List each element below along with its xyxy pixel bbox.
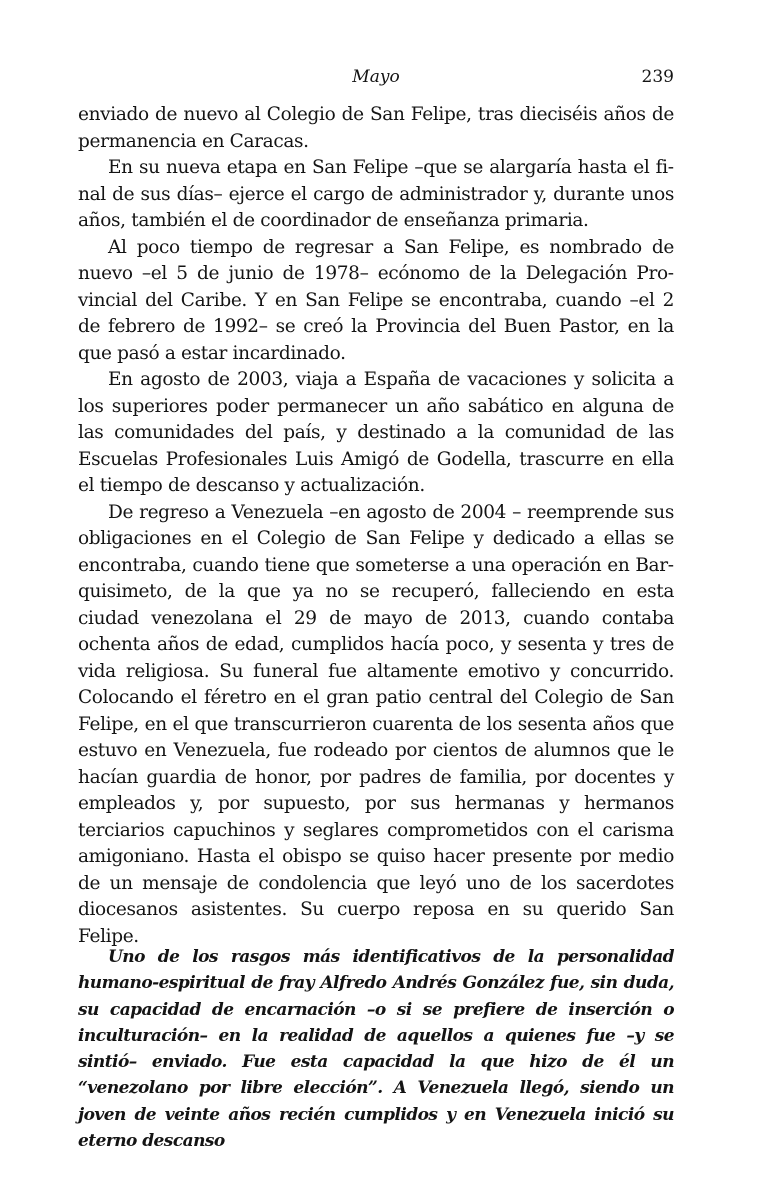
body-text: [78, 102, 674, 950]
closing-reflection: [78, 944, 674, 1154]
paragraph-continuation: enviado de nuevo al Colegio de San Felipe, tras dieciséis años de permanencia en Caracas.: [78, 104, 674, 152]
closing-paragraph: Uno de los rasgos más identificativos de la personalidad humano-espiritual de fray Alfredo Andrés González fue, sin duda, su capacidad de encarnación –o si se prefiere de inserción o inculturación– en la realidad de aquellos a quienes fue –y se sintió– enviado. Fue esta capacidad la que hizo de él un “venezolano por libre elección”. A Venezuela llegó, siendo un joven de veinte años recién cumplidos y en Venezuela inició su eterno descanso: [78, 947, 674, 1152]
running-head: [78, 64, 674, 90]
paragraph-new-stage: En su nueva etapa en San Felipe –que se alargaría hasta el final de sus días– ejerce el cargo de administrador y, durante unos años, también el de coordinador de enseñanza primaria.: [78, 157, 674, 231]
running-head-title: Mayo: [352, 67, 400, 87]
page-number: 239: [641, 67, 674, 87]
paragraph-return: Al poco tiempo de regresar a San Felipe, es nombrado de nuevo –el 5 de junio de 1978– ecónomo de la Delegación Provincial del Caribe. Y en San Felipe se encontraba, cuando –el 2 de febrero de 1992– se creó la Provincia del Buen Pastor, en la que pasó a estar incardinado.: [78, 236, 674, 364]
paragraph-sabbatical: En agosto de 2003, viaja a España de vacaciones y solicita a los superiores poder permanecer un año sabático en alguna de las comunidades del país, y destinado a la comunidad de las Escuelas Profesionales Luis Amigó de Godella, trascurre en ella el tiempo de descanso y actualización.: [78, 369, 674, 496]
paragraph-death-and-funeral: De regreso a Venezuela –en agosto de 2004 – reemprende sus obligaciones en el Colegio de San Felipe y dedicado a ellas se encontraba, cuando tiene que someterse a una operación en Barquisimeto, de la que ya no se recuperó, falleciendo en esta ciudad venezolana el 29 de mayo de 2013, cuando contaba ochenta años de edad, cumplidos hacía poco, y sesenta y tres de vida religiosa. Su funeral fue altamente emotivo y concurrido. Colocando el féretro en el gran patio central del Colegio de San Felipe, en el que transcurrieron cuarenta de los sesenta años que estuvo en Venezuela, fue rodeado por cientos de alumnos que le hacían guardia de honor, por padres de familia, por docentes y empleados y, por supuesto, por sus hermanas y hermanos terciarios capuchinos y seglares comprometidos con el carisma amigoniano. Hasta el obispo se quiso hacer presente por medio de un mensaje de condolencia que leyó uno de los sacerdotes diocesanos asistentes. Su cuerpo reposa en su querido San Felipe.: [78, 501, 674, 947]
